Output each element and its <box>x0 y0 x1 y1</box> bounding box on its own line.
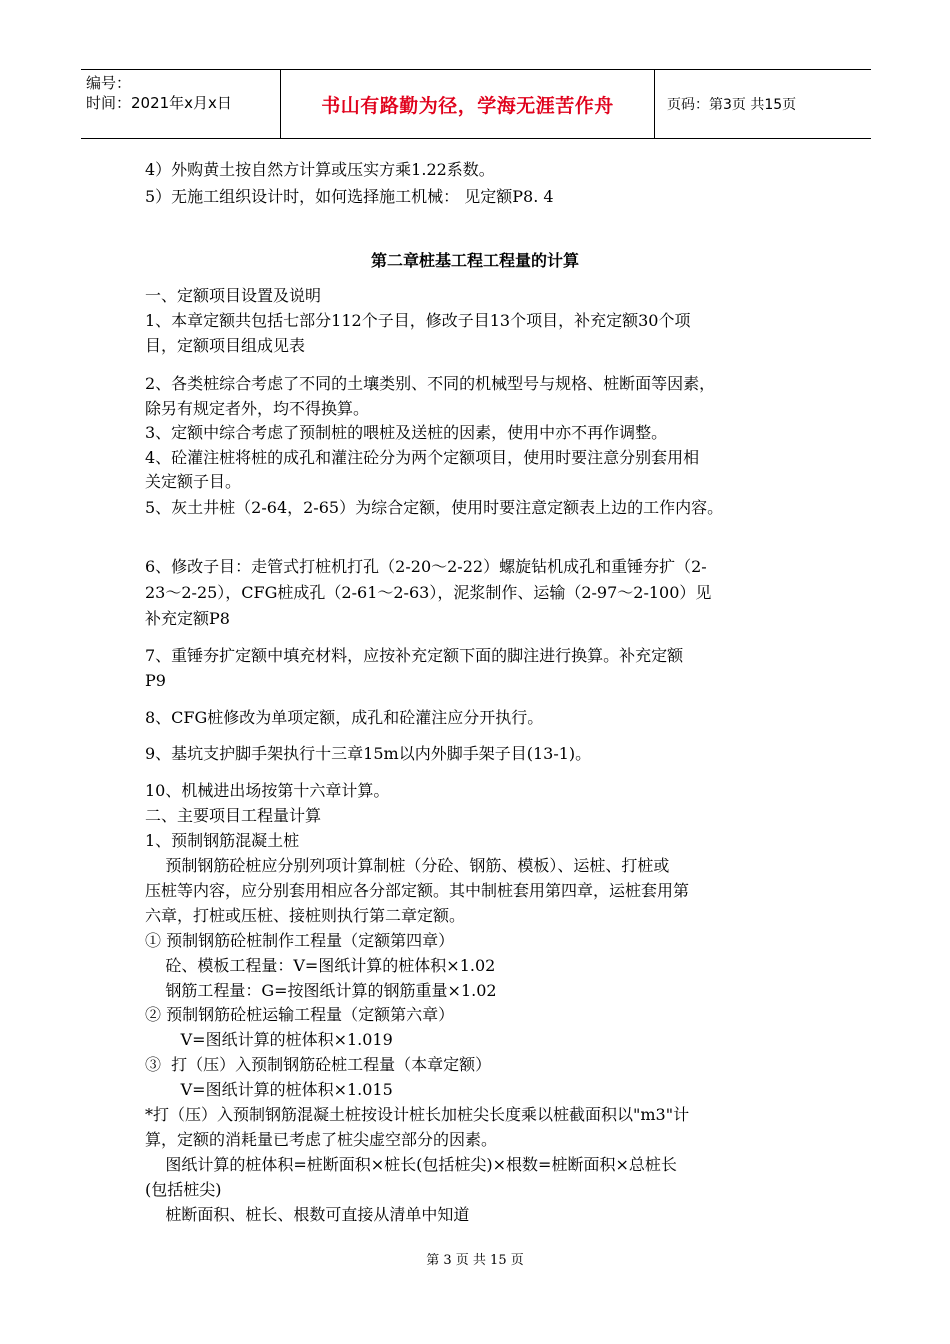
header-page-number: 页码：第3页 共15页 <box>667 97 797 113</box>
document-date-label: 时间：2021年x月x日 <box>86 94 232 112</box>
text-line: *打（压）入预制钢筋混凝土桩按设计桩长加桩尖长度乘以桩截面积以"m3"计 <box>145 1105 690 1124</box>
text-line: 2、各类桩综合考虑了不同的土壤类别、不同的机械型号与规格、桩断面等因素， <box>145 374 716 393</box>
list-item: ② 预制钢筋砼桩运输工程量（定额第六章） <box>145 1005 455 1024</box>
text-line: 6、修改子目：走管式打桩机打孔（2-20～2-22）螺旋钻机成孔和重锤夯扩（2- <box>145 557 707 576</box>
list-item: ③ 打（压）入预制钢筋砼桩工程量（本章定额） <box>145 1055 492 1074</box>
list-item: ① 预制钢筋砼桩制作工程量（定额第四章） <box>145 931 455 950</box>
section-heading: 二、主要项目工程量计算 <box>145 806 322 825</box>
document-number-label: 编号： <box>86 74 132 92</box>
text-line: 压桩等内容，应分别套用相应各分部定额。其中制桩套用第四章，运桩套用第 <box>145 881 690 900</box>
text-line: 3、定额中综合考虑了预制桩的喂桩及送桩的因素，使用中亦不再作调整。 <box>145 423 668 442</box>
text-line: (包括桩尖) <box>145 1180 222 1199</box>
header-meta <box>81 70 281 138</box>
section-heading: 一、定额项目设置及说明 <box>145 286 322 305</box>
page-header <box>81 69 871 139</box>
chapter-title: 第二章桩基工程工程量的计算 <box>370 251 579 270</box>
text-line: 算，定额的消耗量已考虑了桩尖虚空部分的因素。 <box>145 1130 498 1149</box>
text-line: 5）无施工组织设计时，如何选择施工机械： 见定额P8. 4 <box>145 187 554 206</box>
text-line: 5、灰土井桩（2-64，2-65）为综合定额，使用时要注意定额表上边的工作内容。 <box>145 498 724 517</box>
formula-line: 钢筋工程量：G=按图纸计算的钢筋重量×1.02 <box>145 981 497 1000</box>
subsection-heading: 1、预制钢筋混凝土桩 <box>145 831 300 850</box>
formula-line: V=图纸计算的桩体积×1.015 <box>145 1080 393 1099</box>
text-line: 23～2-25），CFG桩成孔（2-61～2-63），泥浆制作、运输（2-97～2-100）见 <box>145 583 712 602</box>
formula-line: 砼、模板工程量：V=图纸计算的桩体积×1.02 <box>145 956 496 975</box>
text-line: 4、砼灌注桩将桩的成孔和灌注砼分为两个定额项目，使用时要注意分别套用相 <box>145 448 700 467</box>
text-line: 预制钢筋砼桩应分别列项计算制桩（分砼、钢筋、模板）、运桩、打桩或 <box>145 856 670 875</box>
page-footer: 第 3 页 共 15 页 <box>426 1253 524 1268</box>
text-line: 除另有规定者外，均不得换算。 <box>145 399 370 418</box>
text-line: 关定额子目。 <box>145 472 242 491</box>
header-slogan: 书山有路勤为径，学海无涯苦作舟 <box>281 70 655 138</box>
text-line: 7、重锤夯扩定额中填充材料，应按补充定额下面的脚注进行换算。补充定额 <box>145 646 684 665</box>
text-line: 10、机械进出场按第十六章计算。 <box>145 781 390 800</box>
text-line: 4）外购黄土按自然方计算或压实方乘1.22系数。 <box>145 160 495 179</box>
text-line: 9、基坑支护脚手架执行十三章15m以内外脚手架子目(13-1)。 <box>145 744 592 763</box>
text-line: 六章，打桩或压桩、接桩则执行第二章定额。 <box>145 906 466 925</box>
text-line: P9 <box>145 671 166 690</box>
formula-line: 图纸计算的桩体积=桩断面积×桩长(包括桩尖)×根数=桩断面积×总桩长 <box>145 1155 677 1174</box>
text-line: 1、本章定额共包括七部分112个子目，修改子目13个项目，补充定额30个项 <box>145 311 691 330</box>
formula-line: V=图纸计算的桩体积×1.019 <box>145 1030 393 1049</box>
text-line: 8、CFG桩修改为单项定额，成孔和砼灌注应分开执行。 <box>145 708 544 727</box>
text-line: 补充定额P8 <box>145 609 230 628</box>
text-line: 目，定额项目组成见表 <box>145 336 306 355</box>
text-line: 桩断面积、桩长、根数可直接从清单中知道 <box>145 1205 470 1224</box>
